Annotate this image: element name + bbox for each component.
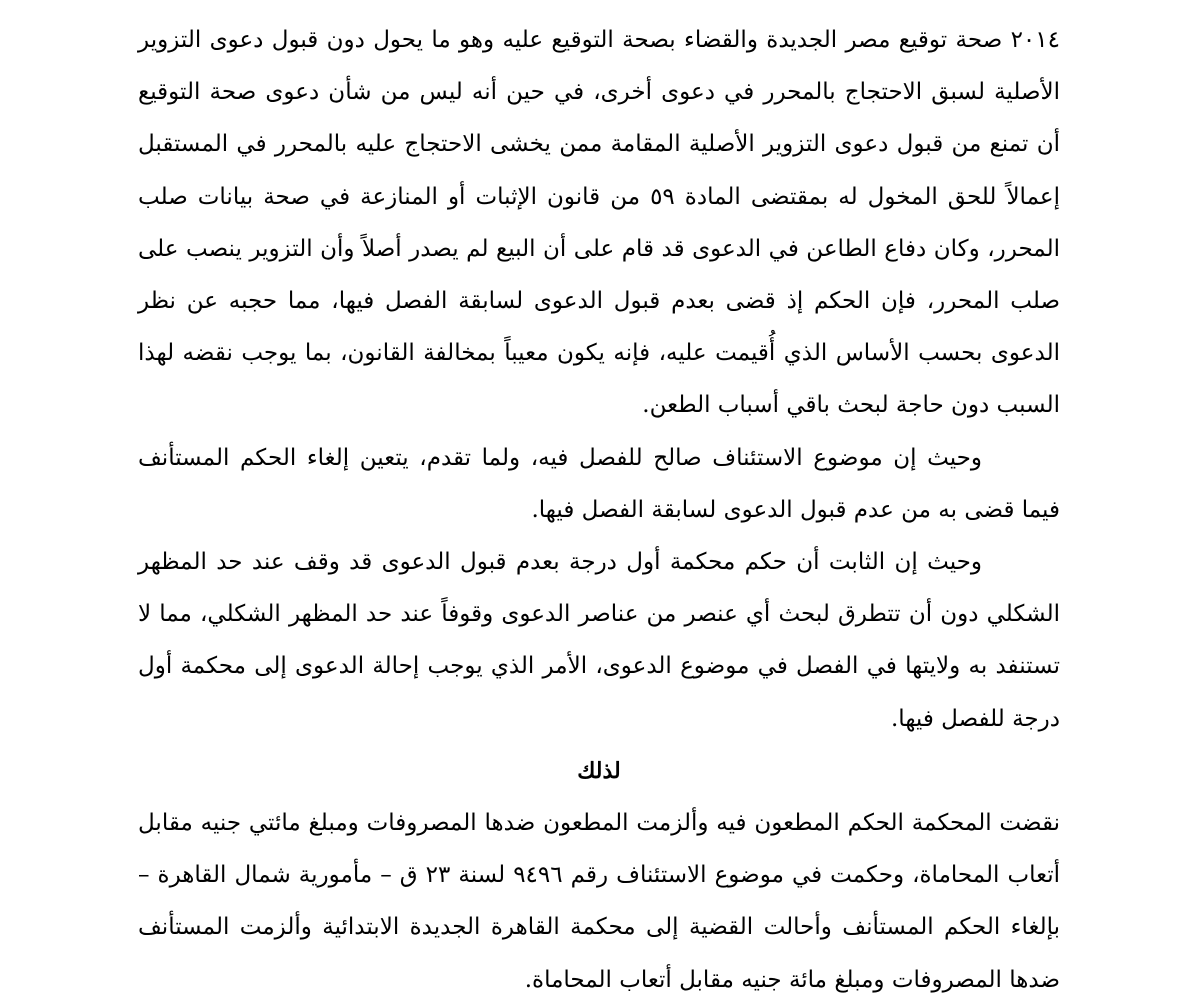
paragraph-appeal-valid: وحيث إن موضوع الاستئناف صالح للفصل فيه، ولما تقدم، يتعين إلغاء الحكم المستأنف فيما قضى به من عدم قبول الدعوى لسابقة الفصل فيها. bbox=[138, 444, 1060, 523]
paragraph-referral: وحيث إن الثابت أن حكم محكمة أول درجة بعدم قبول الدعوى قد وقف عند حد المظهر الشكلي دون أن تتطرق لبحث أي عنصر من عناصر الدعوى وقوفاً عند حد المظهر الشكلي، مما لا تستنفد به ولايتها في الفصل في موضوع الدعوى، الأمر الذي يوجب إحالة الدعوى إلى محكمة أول درجة للفصل فيها. bbox=[138, 549, 1060, 732]
document-body bbox=[138, 14, 1060, 1006]
paragraph-continued: ٢٠١٤ صحة توقيع مصر الجديدة والقضاء بصحة التوقيع عليه وهو ما يحول دون قبول دعوى التزوير الأصلية لسبق الاحتجاج بالمحرر في دعوى أخرى، في حين أنه ليس من شأن دعوى صحة التوقيع أن تمنع من قبول دعوى التزوير الأصلية المقامة ممن يخشى الاحتجاج عليه بالمحرر في المستقبل إعمالاً للحق المخول له بمقتضى المادة ٥٩ من قانون الإثبات أو المنازعة في صحة بيانات صلب المحرر، وكان دفاع الطاعن في الدعوى قد قام على أن البيع لم يصدر أصلاً وأن التزوير ينصب على صلب المحرر، فإن الحكم إذ قضى بعدم قبول الدعوى لسابقة الفصل فيها، مما حجبه عن نظر الدعوى بحسب الأساس الذي أُقيمت عليه، فإنه يكون معيباً بمخالفة القانون، بما يوجب نقضه لهذا السبب دون حاجة لبحث باقي أسباب الطعن. bbox=[138, 27, 1060, 419]
section-heading: لذلك bbox=[577, 757, 621, 784]
paragraph-ruling: نقضت المحكمة الحكم المطعون فيه وألزمت المطعون ضدها المصروفات ومبلغ مائتي جنيه مقابل أتعاب المحاماة، وحكمت في موضوع الاستئناف رقم ٩٤٩٦ لسنة ٢٣ ق – مأمورية شمال القاهرة – بإلغاء الحكم المستأنف وأحالت القضية إلى محكمة القاهرة الجديدة الابتدائية وألزمت المستأنف ضدها المصروفات ومبلغ مائة جنيه مقابل أتعاب المحاماة. bbox=[138, 810, 1061, 993]
